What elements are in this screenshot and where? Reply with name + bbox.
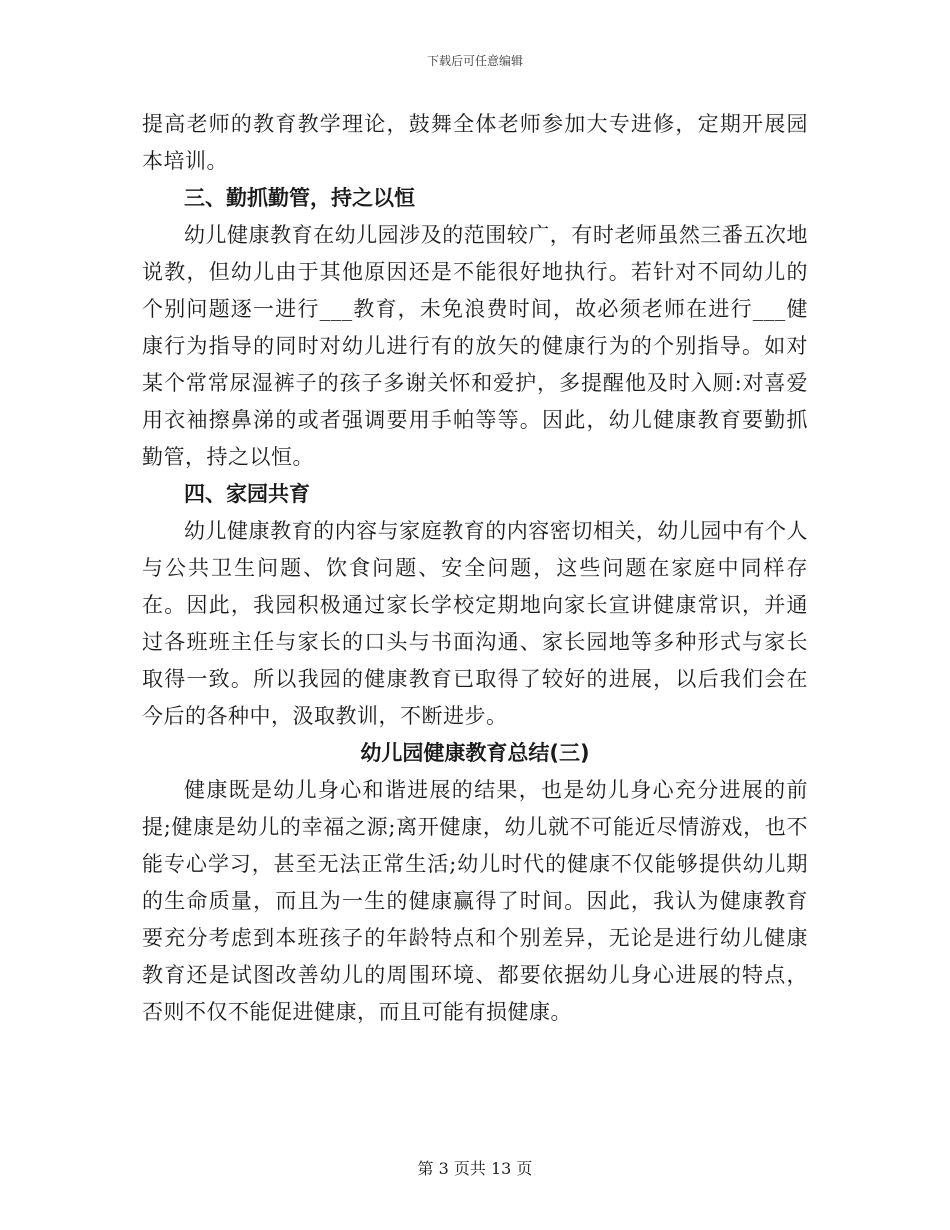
paragraph-summary-3: 健康既是幼儿身心和谐进展的结果，也是幼儿身心充分进展的前提;健康是幼儿的幸福之源;离开健康，幼儿就不可能近尽情游戏，也不能专心学习，甚至无法正常生活;幼儿时代的健康不仅能够提供幼儿期的生命质量，而且为一生的健康赢得了时间。因此，我认为健康教育要充分考虑到本班孩子的年龄特点和个别差异，无论是进行幼儿健康教育还是试图改善幼儿的周围环境、都要依据幼儿身心进展的特点，否则不仅不能促进健康，而且可能有损健康。: [142, 778, 808, 1024]
page-header: 下载后可任意编辑: [426, 54, 523, 68]
section-heading-4: 四、家园共育: [184, 482, 310, 506]
paragraph-continued: 提高老师的教育教学理论，鼓舞全体老师参加大专进修，定期开展园本培训。: [142, 112, 808, 173]
section-heading-3: 三、勤抓勤管，持之以恒: [184, 186, 415, 210]
page-footer-page-number: 第 3 页共 13 页: [417, 1159, 533, 1178]
document-body: [142, 106, 808, 1031]
article-title: 幼儿园健康教育总结(三): [360, 741, 590, 765]
paragraph-section-3: 幼儿健康教育在幼儿园涉及的范围较广，有时老师虽然三番五次地说教，但幼儿由于其他原因还是不能很好地执行。若针对不同幼儿的个别问题逐一进行___教育，未免浪费时间，故必须老师在进行___健康行为指导的同时对幼儿进行有的放矢的健康行为的个别指导。如对某个常常尿湿裤子的孩子多谢关怀和爱护，多提醒他及时入厕:对喜爱用衣袖擦鼻涕的或者强调要用手帕等等。因此，幼儿健康教育要勤抓勤管，持之以恒。: [142, 223, 808, 469]
paragraph-section-4: 幼儿健康教育的内容与家庭教育的内容密切相关，幼儿园中有个人与公共卫生问题、饮食问题、安全问题，这些问题在家庭中同样存在。因此，我园积极通过家长学校定期地向家长宣讲健康常识，并通过各班班主任与家长的口头与书面沟通、家长园地等多种形式与家长取得一致。所以我园的健康教育已取得了较好的进展，以后我们会在今后的各种中，汲取教训，不断进步。: [142, 519, 808, 728]
